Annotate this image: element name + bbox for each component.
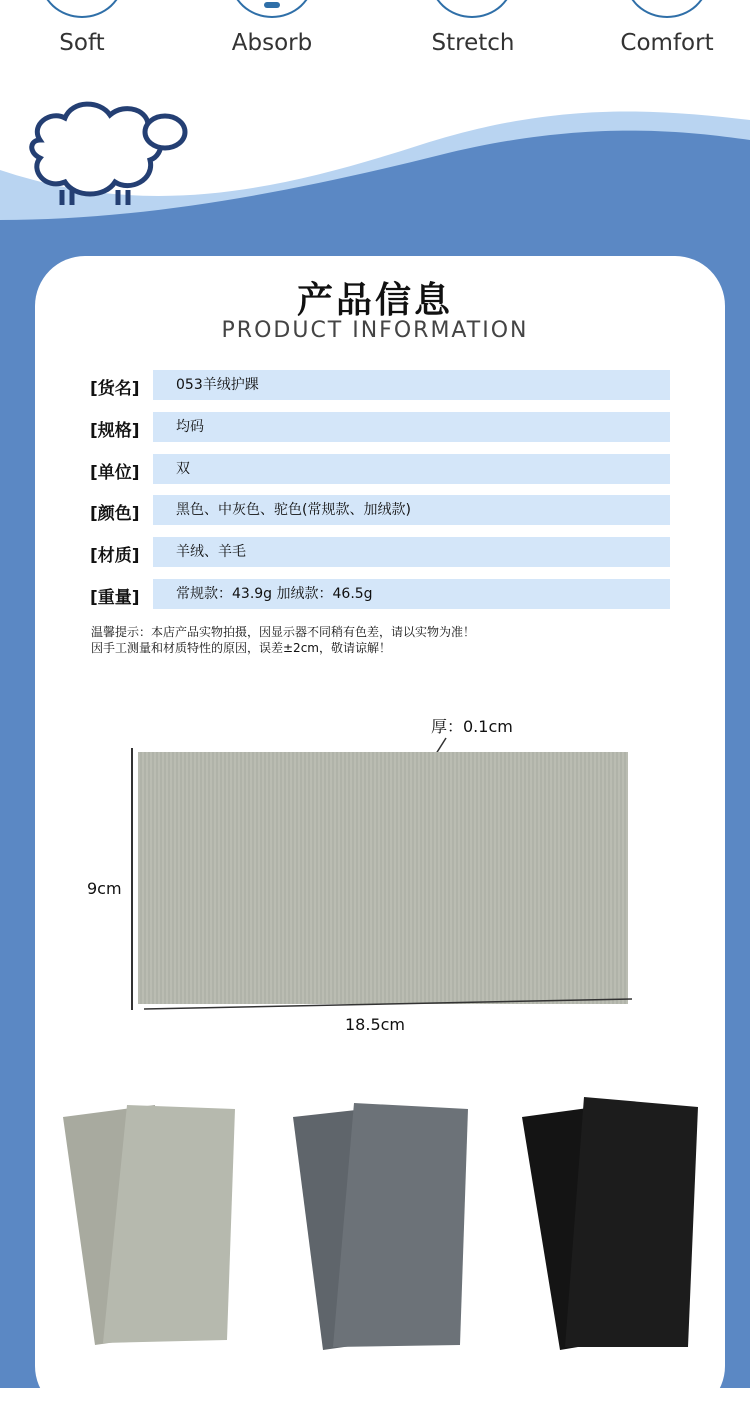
width-label: 18.5cm xyxy=(345,1015,406,1034)
info-value-name: 053羊绒护踝 xyxy=(153,370,670,400)
grey-pair-image xyxy=(288,1095,478,1355)
info-label-name: [货名] xyxy=(90,379,140,399)
feature-label-comfort: Comfort xyxy=(620,30,714,56)
info-value-unit: 双 xyxy=(153,454,670,484)
feature-label-soft: Soft xyxy=(59,30,105,56)
info-label-size: [规格] xyxy=(90,421,140,441)
comfort-icon xyxy=(625,0,709,18)
info-value-color: 黑色、中灰色、驼色(常规款、加绒款) xyxy=(153,495,670,525)
black-pair-image xyxy=(520,1095,710,1355)
feature-label-absorb: Absorb xyxy=(231,30,313,56)
info-label-unit: [单位] xyxy=(90,463,140,483)
product-swatch-image xyxy=(138,752,628,1004)
info-value-size: 均码 xyxy=(153,412,670,442)
camel-pair-image xyxy=(55,1095,245,1350)
width-measure-line xyxy=(142,996,634,1012)
height-label: 9cm xyxy=(87,879,122,898)
note-line-1: 温馨提示：本店产品实物拍摄，因显示器不同稍有色差，请以实物为准！ xyxy=(91,625,476,639)
soft-icon xyxy=(40,0,124,18)
note-line-2: 因手工测量和材质特性的原因，误差±2cm，敬请谅解！ xyxy=(91,641,391,655)
info-label-weight: [重量] xyxy=(90,588,140,608)
page-title: 产品信息 xyxy=(296,280,453,321)
height-measure-line xyxy=(131,748,133,1010)
info-label-material: [材质] xyxy=(90,546,140,566)
absorb-icon xyxy=(230,0,314,18)
page-subtitle: PRODUCT INFORMATION xyxy=(221,318,529,343)
thickness-label: 厚：0.1cm xyxy=(431,717,513,736)
info-label-color: [颜色] xyxy=(90,504,140,524)
info-value-material: 羊绒、羊毛 xyxy=(153,537,670,567)
feature-label-stretch: Stretch xyxy=(431,30,515,56)
stretch-icon xyxy=(430,0,514,18)
info-value-weight: 常规款：43.9g 加绒款：46.5g xyxy=(153,579,670,609)
